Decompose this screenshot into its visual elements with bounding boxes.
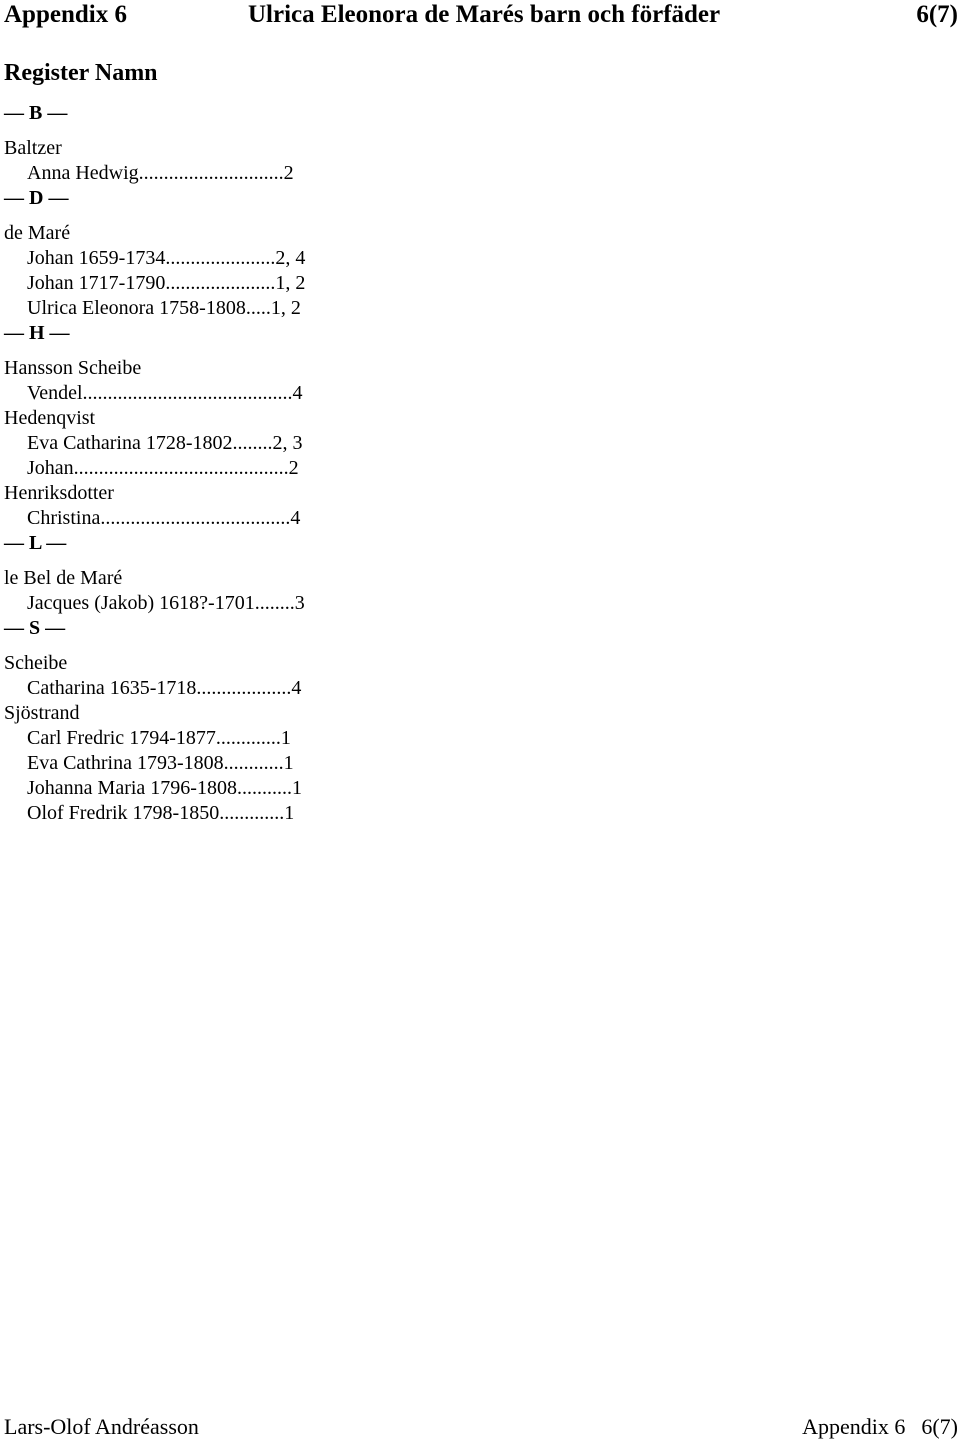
surname: Hedenqvist — [4, 407, 96, 429]
index-entry: Vendel..........................................4 — [27, 382, 303, 404]
index-entry: Anna Hedwig.............................2 — [27, 162, 294, 184]
index-entry: Ulrica Eleonora 1758-1808.....1, 2 — [27, 297, 301, 319]
surname: le Bel de Maré — [4, 567, 123, 589]
index-section — [4, 531, 344, 616]
index-entry: Eva Catharina 1728-1802........2, 3 — [27, 432, 303, 454]
page-header — [4, 0, 958, 30]
index-entry: Johanna Maria 1796-1808...........1 — [27, 777, 302, 799]
register-title: Register Namn — [4, 60, 158, 86]
index-entry: Jacques (Jakob) 1618?-1701........3 — [27, 592, 305, 614]
index-entry: Catharina 1635-1718...................4 — [27, 677, 302, 699]
index-entry: Carl Fredric 1794-1877.............1 — [27, 727, 291, 749]
footer-page-number: 6(7) — [921, 1414, 958, 1439]
page-footer — [4, 1414, 958, 1440]
index-entry: Johan 1717-1790......................1, 2 — [27, 272, 306, 294]
index-entry: Olof Fredrik 1798-1850.............1 — [27, 802, 295, 824]
footer-author: Lars-Olof Andréasson — [4, 1414, 199, 1439]
footer-page-info — [802, 1414, 958, 1440]
surname: Sjöstrand — [4, 702, 80, 724]
surname: Baltzer — [4, 137, 62, 159]
surname: Henriksdotter — [4, 482, 114, 504]
header-page-number: 6(7) — [916, 1, 958, 28]
header-title: Ulrica Eleonora de Marés barn och förfäder — [248, 1, 721, 28]
surname: Scheibe — [4, 652, 68, 674]
surname: Hansson Scheibe — [4, 357, 142, 379]
section-letter: — B — — [4, 102, 68, 124]
index-section — [4, 186, 344, 321]
index-section — [4, 616, 344, 826]
section-letter: — S — — [4, 617, 66, 639]
surname: de Maré — [4, 222, 71, 244]
index-entry: Johan...........................................2 — [27, 457, 299, 479]
section-letter: — H — — [4, 322, 70, 344]
section-letter: — D — — [4, 187, 69, 209]
index-section — [4, 101, 344, 186]
header-appendix: Appendix 6 — [4, 1, 127, 28]
section-letter: — L — — [4, 532, 67, 554]
footer-appendix: Appendix 6 — [802, 1414, 906, 1439]
index-entry: Johan 1659-1734......................2, 4 — [27, 247, 306, 269]
name-index — [4, 101, 344, 826]
index-section — [4, 321, 344, 531]
index-entry: Christina......................................4 — [27, 507, 301, 529]
index-entry: Eva Cathrina 1793-1808............1 — [27, 752, 294, 774]
